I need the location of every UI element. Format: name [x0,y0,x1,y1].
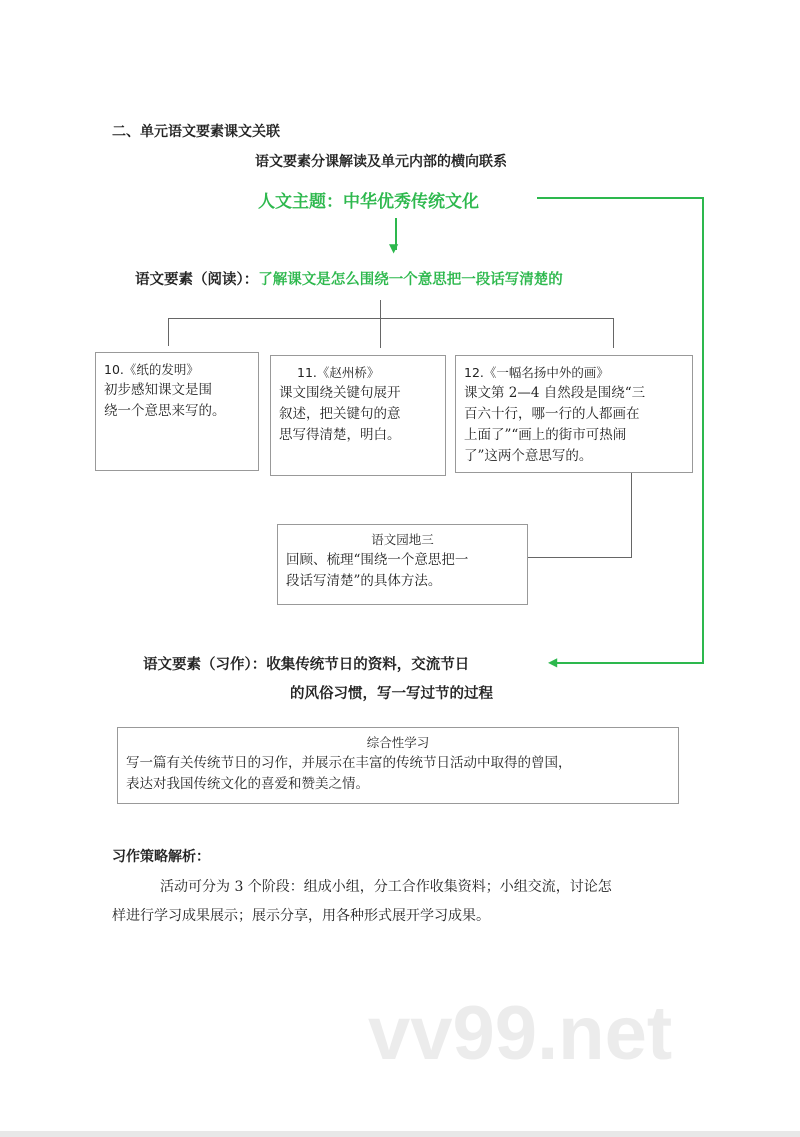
lesson-title: 11.《赵州桥》 [297,365,380,380]
reading-element [135,268,563,289]
connector [631,473,632,558]
theme-label: 人文主题：中华优秀传统文化 [258,192,479,212]
comprehensive-box [117,727,679,804]
garden-title: 语文园地三 [371,532,434,547]
comprehensive-text: 表达对我国传统文化的喜爱和赞美之情。 [126,776,369,792]
lesson-text: 上面了”“画上的街市可热闹 [464,427,627,443]
garden-text: 段话写清楚”的具体方法。 [286,573,442,589]
lesson-title: 12.《一幅名扬中外的画》 [464,365,609,380]
strategy-text: 活动可分为 3 个阶段：组成小组，分工合作收集资料；小组交流，讨论怎 [160,879,612,895]
green-connector [537,197,704,199]
lesson-text: 课文第 2—4 自然段是围绕“三 [464,385,646,401]
down-arrow-icon: ▼ [389,241,399,255]
connector [527,557,632,558]
green-connector [702,197,704,664]
lesson-text: 绕一个意思来写的。 [104,403,226,419]
lesson-box-11 [270,355,446,476]
lesson-text: 叙述，把关键句的意 [279,406,401,422]
connector [380,300,381,318]
lesson-text: 百六十行，哪一行的人都画在 [464,406,640,422]
comprehensive-title: 综合性学习 [366,735,430,750]
strategy-title: 习作策略解析： [112,849,210,865]
lesson-text: 初步感知课文是围 [104,382,212,398]
diagram-subtitle: 语文要素分课解读及单元内部的横向联系 [255,154,507,170]
lesson-text: 课文围绕关键句展开 [279,385,401,401]
section-title: 二、单元语文要素课文关联 [112,124,280,140]
strategy-text: 样进行学习成果展示；展示分享，用各种形式展开学习成果。 [112,908,490,924]
writing-element-line2: 的风俗习惯，写一写过节的过程 [290,686,493,702]
writing-element-line1: 语文要素（习作）：收集传统节日的资料，交流节日 [143,657,470,673]
connector [168,318,614,319]
lesson-box-10 [95,352,259,471]
connector [168,318,169,346]
connector [613,318,614,348]
garden-text: 回顾、梳理“围绕一个意思把一 [286,552,469,568]
left-arrow-icon: ◀ [548,655,558,669]
lesson-text: 思写得清楚，明白。 [279,427,401,443]
garden-box [277,524,528,605]
lesson-title: 10.《纸的发明》 [104,362,199,377]
lesson-box-12 [455,355,693,473]
watermark: vv99.net [368,991,673,1076]
green-connector [556,662,704,664]
connector [380,318,381,348]
reading-element-text: 了解课文是怎么围绕一个意思把一段话写清楚的 [258,272,563,288]
page-bottom-edge [0,1131,800,1137]
lesson-text: 了”这两个意思写的。 [464,448,593,464]
reading-element-label: 语文要素（阅读）： [135,272,259,288]
comprehensive-text: 写一篇有关传统节日的习作，并展示在丰富的传统节日活动中取得的曾国， [126,755,572,771]
